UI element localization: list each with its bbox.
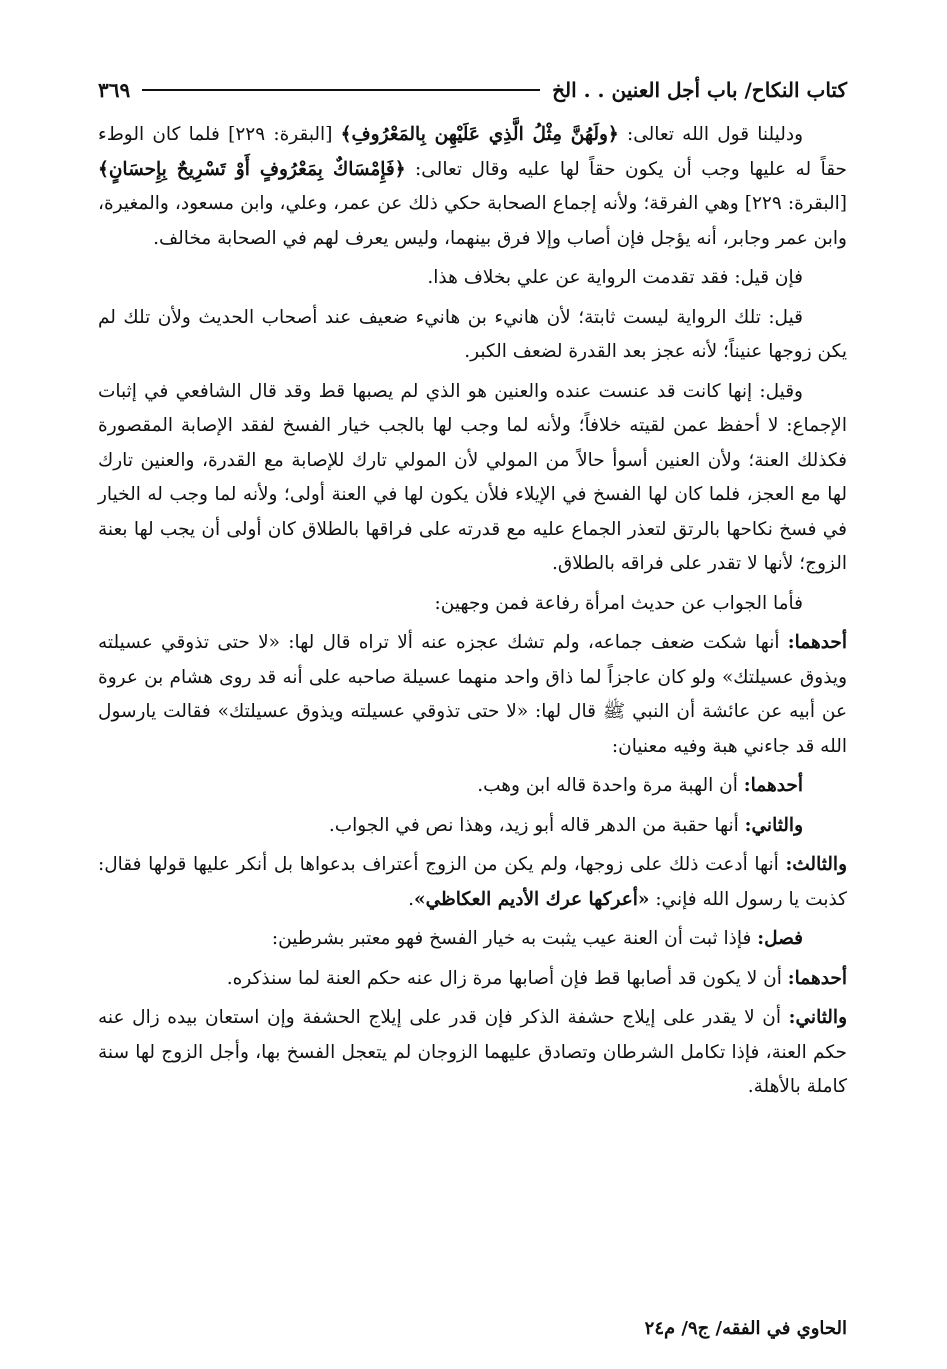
paragraph-condition-1 [98, 962, 847, 997]
quran-verse: ﴿فَإِمْسَاكٌ بِمَعْرُوفٍ أَوْ تَسْرِيحٌ بِإِحسَانٍ﴾ [98, 158, 406, 180]
text-run: فإذا ثبت أن العنة عيب يثبت به خيار الفسخ فهو معتبر بشرطين: [271, 928, 758, 949]
paragraph-reply: قيل: تلك الرواية ليست ثابتة؛ لأن هانيء بن هانيء ضعيف عند أصحاب الحديث ولأن تلك لم يكن زوجها عنيناً؛ لأنه عجز بعد القدرة لضعف الكبر. [98, 306, 847, 362]
section-label: أحدهما: [743, 775, 803, 796]
header-rule [142, 89, 540, 91]
text-run: أن لا يكون قد أصابها قط فإن أصابها مرة زال عنه حكم العنة لما سنذكره. [226, 967, 788, 989]
text-run: [البقرة: ٢٢٩] فلما كان الوطء حقاً له عليها وجب أن يكون حقاً لها عليه وقال تعالى: [98, 124, 847, 180]
paragraph-answer-intro: فأما الجواب عن حديث امرأة رفاعة فمن وجهين: [434, 592, 803, 614]
paragraph-fasl [98, 922, 847, 957]
paragraph-reply-2: وقيل: إنها كانت قد عنست عنده والعنين هو الذي لم يصبها قط وقد قال الشافعي في إثبات الإجماع: لا أحفظ عمن لقيته خلافاً؛ ولأنه لما وجب لها بالجب خيار الفسخ لفقد الإصابة المقصورة فكذلك العنة؛ ولأن العنين أسوأ حالاً من المولي لأن المولي تارك للإصابة مع القدرة، والعنين تارك لها مع العجز، فلما كان لها الفسخ في الإيلاء فلأن يكون لها في العنة أولى؛ ولأنه لما وجب له الخيار في فسخ نكاحها بالرتق لتعذر الجماع عليه مع قدرته على فراقها بالطلاق كان أولى أن يجب لها بعنة الزوج؛ لأنها لا تقدر على فراقه بالطلاق. [98, 380, 847, 574]
page-number: ٣٦٩ [98, 78, 131, 102]
paragraph-objection: فإن قيل: فقد تقدمت الرواية عن علي بخلاف هذا. [427, 267, 803, 288]
text-run: أن الهبة مرة واحدة قاله ابن وهب. [477, 775, 744, 796]
section-label: والثاني: [788, 1007, 847, 1028]
section-label: والثاني: [744, 814, 803, 836]
text-run: أنها أدعت ذلك على زوجها، ولم يكن من الزوج أعتراف بدعواها بل أنكر عليها قولها فقال: كذبت يا رسول الله فإني: [98, 854, 847, 910]
hadith-quote: «أعركها عرك الأديم العكاظي» [414, 888, 650, 910]
paragraph-meaning-1 [98, 769, 847, 804]
section-label: والثالث: [785, 854, 847, 875]
page-footer-signature: الحاوي في الفقه/ ج٩/ م٢٤ [644, 1318, 847, 1339]
main-text [98, 118, 847, 1110]
running-title: كتاب النكاح/ باب أجل العنين . . الخ [552, 78, 847, 102]
text-run: ودليلنا قول الله تعالى: [618, 124, 803, 145]
section-label: فصل: [757, 928, 803, 949]
page-header [98, 70, 847, 110]
paragraph-third [98, 848, 847, 917]
quran-verse: ﴿ولَهُنَّ مِثْلُ الَّذِي عَلَيْهِن بِالمَعْرُوفِ﴾ [340, 124, 619, 145]
section-label: أحدهما: [787, 967, 847, 989]
paragraph-evidence [98, 118, 847, 256]
paragraph-condition-2 [98, 1001, 847, 1105]
text-run: [البقرة: ٢٢٩] وهي الفرقة؛ ولأنه إجماع الصحابة حكي ذلك عن عمر، وعلي، وابن مسعود، والمغيرة، وابن عمر وجابر، أنه يؤجل فإن أصاب وإلا فرق بينهما، وليس يعرف لهم في الصحابة مخالف. [98, 193, 847, 249]
text-run: أن لا يقدر على إيلاج حشفة الذكر فإن قدر على إيلاج الحشفة وإن استعان بيده زال عنه حكم العنة، فإذا تكامل الشرطان وتصادق عليهما الزوجان لم يتعجل الفسخ بها، وأجل الزوج لها سنة كاملة بالأهلة. [98, 1007, 847, 1097]
paragraph-first-aspect [98, 626, 847, 764]
paragraph-meaning-2 [98, 809, 847, 844]
text-run: أنها حقبة من الدهر قاله أبو زيد، وهذا نص في الجواب. [328, 814, 745, 836]
text-run: أنها شكت ضعف جماعه، ولم تشك عجزه عنه ألا تراه قال لها: «لا حتى تذوقي عسيلته ويذوق عسيلتك» ولو كان عاجزاً لما ذاق واحد منهما عسيلة صاحبه على أنه قد روى هشام بن عروة عن أبيه عن عائشة أن النبي ﷺ قال لها: «لا حتى تذوقي عسيلته ويذوق عسيلتك» فقالت يارسول الله قد جاءني هبة وفيه معنيان: [98, 632, 847, 757]
text-run: . [408, 888, 415, 910]
section-label: أحدهما: [787, 632, 847, 653]
